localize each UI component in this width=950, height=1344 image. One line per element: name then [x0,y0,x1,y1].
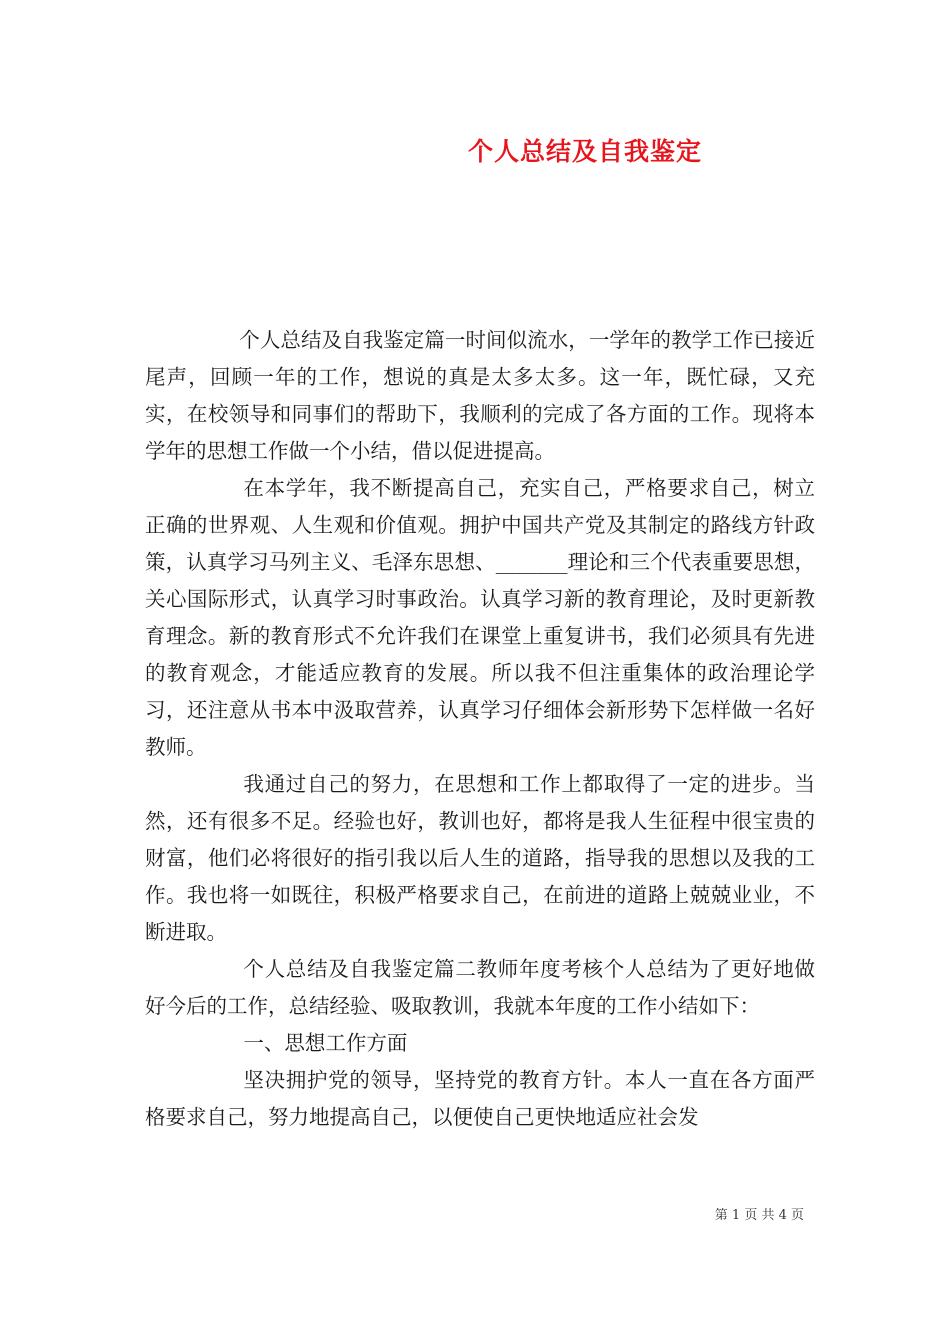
paragraph-2: 在本学年，我不断提高自己，充实自己，严格要求自己，树立正确的世界观、人生观和价值观。拥护中国共产党及其制定的路线方针政策，认真学习马列主义、毛泽东思想、_______理论和三个代表重要思想，关心国际形式，认真学习时事政治。认真学习新的教育理论，及时更新教育理念。新的教育形式不允许我们在课堂上重复讲书，我们必须具有先进的教育观念，才能适应教育的发展。所以我不但注重集体的政治理论学习，还注意从书本中汲取营养，认真学习仔细体会新形势下怎样做一名好教师。 [145,476,815,759]
paragraph-5: 坚决拥护党的领导，坚持党的教育方针。本人一直在各方面严格要求自己，努力地提高自己，以便使自己更快地适应社会发 [145,1068,815,1129]
paragraph-1: 个人总结及自我鉴定篇一时间似流水，一学年的教学工作已接近尾声，回顾一年的工作，想说的真是太多太多。这一年，既忙碌，又充实，在校领导和同事们的帮助下，我顺利的完成了各方面的工作。现将本学年的思想工作做一个小结，借以促进提高。 [145,328,815,463]
document-body [145,322,815,1136]
section-heading-ideology: 一、思想工作方面 [243,1031,408,1055]
document-title: 个人总结及自我鉴定 [467,137,702,166]
paragraph-3: 我通过自己的努力，在思想和工作上都取得了一定的进步。当然，还有很多不足。经验也好，教训也好，都将是我人生征程中很宝贵的财富，他们必将很好的指引我以后人生的道路，指导我的思想以及我的工作。我也将一如既往，积极严格要求自己，在前进的道路上兢兢业业，不断进取。 [145,772,815,944]
paragraph-4: 个人总结及自我鉴定篇二教师年度考核个人总结为了更好地做好今后的工作，总结经验、吸取教训，我就本年度的工作小结如下： [145,957,815,1018]
page-number-footer: 第 1 页 共 4 页 [714,1208,804,1223]
